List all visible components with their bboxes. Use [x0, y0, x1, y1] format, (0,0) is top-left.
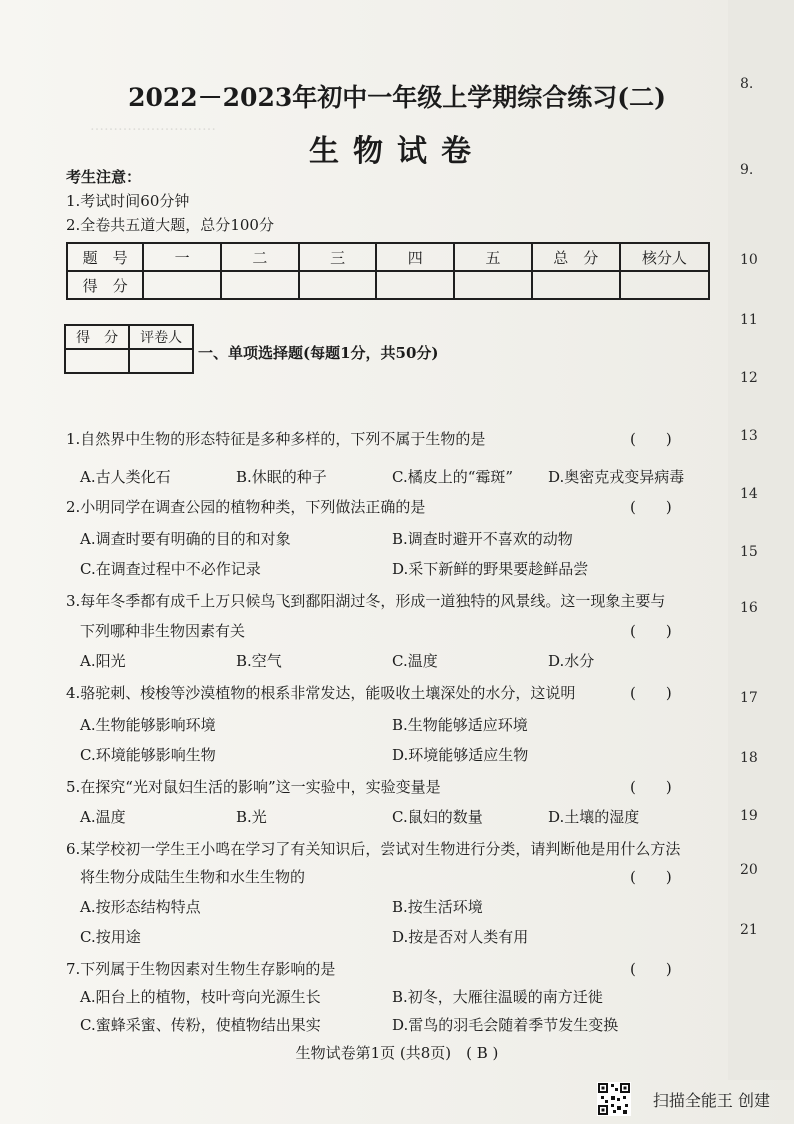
section-title: 一、单项选择题(每题1分，共50分) — [198, 344, 439, 362]
question-option: D.环境能够适应生物 — [392, 746, 529, 764]
question-option: A.温度 — [80, 808, 126, 826]
edge-number: 16 — [740, 600, 758, 616]
edge-number: 15 — [740, 544, 758, 560]
question-option: A.生物能够影响环境 — [80, 716, 216, 734]
answer-paren: ( ) — [630, 430, 672, 448]
edge-number: 20 — [740, 862, 758, 878]
scanner-watermark: 扫描全能王 创建 — [652, 1091, 770, 1110]
score-cell-label: 题 号 — [67, 243, 143, 271]
question-option: A.按形态结构特点 — [80, 898, 201, 916]
edge-number: 10 — [740, 252, 758, 268]
question-option: B.调查时避开不喜欢的动物 — [392, 530, 573, 548]
answer-paren: ( ) — [630, 868, 672, 886]
question-option: D.奥密克戎变异病毒 — [548, 468, 685, 486]
qr-code-icon — [597, 1082, 631, 1116]
score-cell-empty — [532, 271, 620, 299]
question-option: D.采下新鲜的野果要趁鲜品尝 — [392, 560, 589, 578]
question-stem: 7.下列属于生物因素对生物生存影响的是 — [66, 960, 336, 978]
page-footer: 生物试卷第1页 (共8页) ( B ) — [295, 1044, 499, 1062]
question-option: D.土壤的湿度 — [548, 808, 640, 826]
question-option: B.生物能够适应环境 — [392, 716, 528, 734]
question-option: B.初冬，大雁往温暖的南方迁徙 — [392, 988, 603, 1006]
edge-number: 8. — [740, 76, 754, 92]
score-cell-header: 一 — [143, 243, 221, 271]
notice-item: 2.全卷共五道大题，总分100分 — [66, 216, 274, 234]
question-option: A.调查时要有明确的目的和对象 — [80, 530, 291, 548]
grader-score-label: 得 分 — [65, 325, 129, 349]
score-cell-header: 二 — [221, 243, 299, 271]
score-cell-empty — [143, 271, 221, 299]
question-option: D.按是否对人类有用 — [392, 928, 529, 946]
answer-paren: ( ) — [630, 498, 672, 516]
edge-number: 11 — [740, 312, 758, 328]
question-option: A.阳台上的植物，枝叶弯向光源生长 — [80, 988, 321, 1006]
question-option: A.古人类化石 — [80, 468, 171, 486]
score-cell-empty — [376, 271, 454, 299]
question-stem: 4.骆驼刺、梭梭等沙漠植物的根系非常发达，能吸收土壤深处的水分，这说明 — [66, 684, 576, 702]
edge-number: 21 — [740, 922, 758, 938]
question-option: C.在调查过程中不必作记录 — [80, 560, 261, 578]
question-option: D.水分 — [548, 652, 595, 670]
question-option: B.空气 — [236, 652, 282, 670]
score-table — [66, 242, 710, 300]
score-cell-empty — [221, 271, 299, 299]
question-stem: 6.某学校初一学生王小鸣在学习了有关知识后，尝试对生物进行分类，请判断他是用什么方法 — [66, 840, 681, 858]
edge-number: 12 — [740, 370, 758, 386]
question-stem: 2.小明同学在调查公园的植物种类，下列做法正确的是 — [66, 498, 426, 516]
score-table-score-row — [67, 271, 709, 299]
score-cell-empty — [299, 271, 377, 299]
question-option: C.橘皮上的“霉斑” — [392, 468, 514, 486]
score-cell-header: 核分人 — [620, 243, 709, 271]
question-stem: 3.每年冬季都有成千上万只候鸟飞到鄱阳湖过冬，形成一道独特的风景线。这一现象主要与 — [66, 592, 666, 610]
question-option: C.蜜蜂采蜜、传粉，使植物结出果实 — [80, 1016, 321, 1034]
score-cell-empty — [454, 271, 532, 299]
score-cell-header: 五 — [454, 243, 532, 271]
question-option: B.休眠的种子 — [236, 468, 327, 486]
question-stem: 1.自然界中生物的形态特征是多种多样的，下列不属于生物的是 — [66, 430, 486, 448]
edge-number: 18 — [740, 750, 758, 766]
score-table-header-row — [67, 243, 709, 271]
score-cell-header: 三 — [299, 243, 377, 271]
notice-heading: 考生注意： — [66, 168, 142, 186]
grader-cell-empty — [129, 349, 193, 373]
answer-paren: ( ) — [630, 622, 672, 640]
score-cell-header: 四 — [376, 243, 454, 271]
answer-paren: ( ) — [630, 960, 672, 978]
edge-number: 9. — [740, 162, 754, 178]
notice-item: 1.考试时间60分钟 — [66, 192, 190, 210]
grader-table — [64, 324, 194, 374]
bleed-through-text: ……………………… — [90, 118, 216, 134]
question-option: A.阳光 — [80, 652, 126, 670]
answer-paren: ( ) — [630, 778, 672, 796]
question-option: C.按用途 — [80, 928, 141, 946]
grader-name-label: 评卷人 — [129, 325, 193, 349]
question-option: B.按生活环境 — [392, 898, 483, 916]
score-cell-empty — [620, 271, 709, 299]
question-option: C.鼠妇的数量 — [392, 808, 483, 826]
edge-number: 17 — [740, 690, 758, 706]
question-option: B.光 — [236, 808, 267, 826]
question-stem-continued: 将生物分成陆生生物和水生生物的 — [80, 868, 306, 886]
edge-number: 13 — [740, 428, 758, 444]
edge-number: 14 — [740, 486, 758, 502]
answer-paren: ( ) — [630, 684, 672, 702]
exam-subtitle: 生物试卷 — [309, 134, 485, 169]
edge-number: 19 — [740, 808, 758, 824]
question-option: C.温度 — [392, 652, 438, 670]
question-stem-continued: 下列哪种非生物因素有关 — [80, 622, 246, 640]
question-option: D.雷鸟的羽毛会随着季节发生变换 — [392, 1016, 619, 1034]
score-cell-label: 得 分 — [67, 271, 143, 299]
grader-cell-empty — [65, 349, 129, 373]
exam-title: 2022－2023年初中一年级上学期综合练习(二) — [128, 83, 666, 112]
question-option: C.环境能够影响生物 — [80, 746, 216, 764]
score-cell-header: 总 分 — [532, 243, 620, 271]
question-stem: 5.在探究“光对鼠妇生活的影响”这一实验中，实验变量是 — [66, 778, 441, 796]
